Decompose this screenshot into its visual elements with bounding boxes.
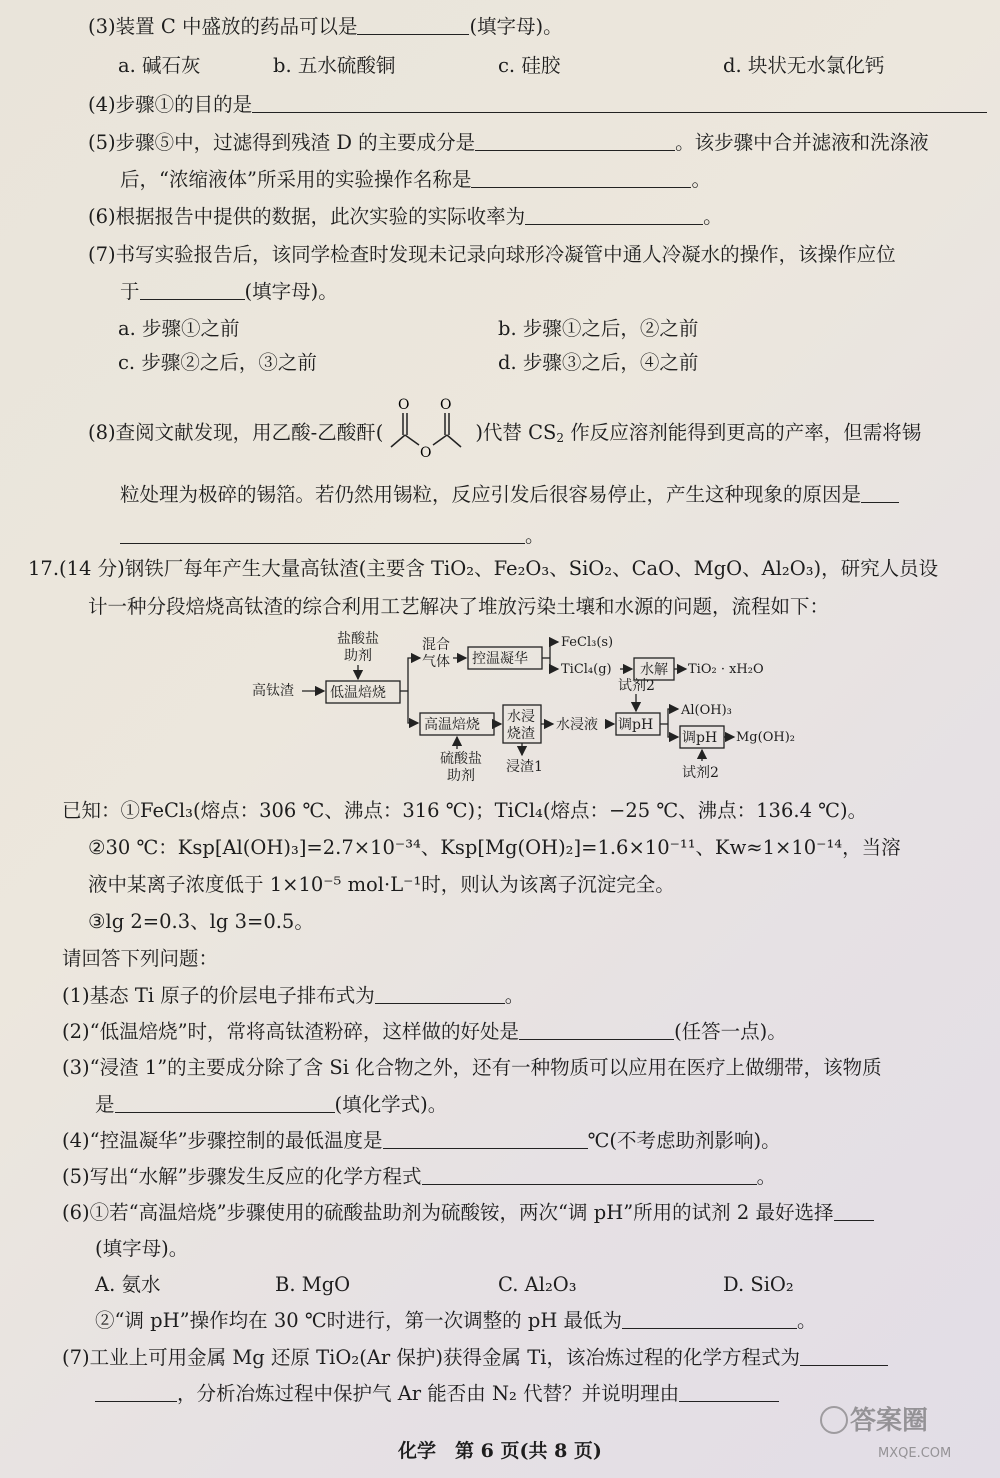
a6-line1 (62, 1200, 874, 1226)
option-a: a. 步骤①之前 (118, 317, 240, 340)
answer-blank[interactable] (422, 1164, 757, 1185)
instruction (62, 946, 218, 972)
answer-blank[interactable] (800, 1345, 888, 1366)
answer-blank[interactable] (120, 523, 525, 544)
q17-text: 17.(14 分)钢铁厂每年产生大量高钛渣(主要含 TiO₂、Fe₂O₃、SiO₂、CaO、MgO、Al₂O₃)，研究人员设 (28, 557, 939, 580)
flow-reagent2-b: 助剂 (447, 768, 475, 784)
flow-start: 高钛渣 (252, 683, 294, 699)
q3-stem (88, 14, 563, 40)
q5-text2: 后，“浓缩液体”所采用的实验操作名称是 (120, 168, 472, 191)
option-b: b. 五水硫酸铜 (273, 54, 396, 77)
option-D: D. SiO₂ (723, 1273, 794, 1296)
a7-text: (7)工业上可用金属 Mg 还原 TiO₂(Ar 保护)获得金属 Ti，该冶炼过程的化学方程式为 (62, 1346, 800, 1369)
option-d: d. 步骤③之后，④之前 (498, 351, 699, 374)
known-1-text: 已知：①FeCl₃(熔点：306 ℃、沸点：316 ℃)；TiCl₄(熔点：−25 ℃、沸点：136.4 ℃)。 (62, 799, 868, 822)
known-1 (62, 798, 867, 824)
q4-text: (4)步骤①的目的是 (88, 93, 253, 116)
flow-step-sublime: 控温凝华 (472, 651, 528, 667)
q5-line1 (88, 130, 929, 156)
q7-hint: (填字母)。 (244, 280, 338, 303)
q8-text-cont: )代替 CS (475, 421, 557, 444)
answer-blank[interactable] (861, 482, 899, 503)
flow-step-hydrolysis: 水解 (640, 662, 668, 678)
option-a: a. 碱石灰 (118, 54, 201, 77)
a6-sub2-end: 。 (797, 1309, 817, 1332)
flow-residue: 浸渣1 (506, 759, 543, 775)
q4-stem (88, 92, 987, 118)
a3-line1 (62, 1055, 882, 1081)
q7-text: (7)书写实验报告后，该同学检查时发现未记录向球形冷凝管中通人冷凝水的操作，该操作应位 (88, 243, 896, 266)
instruction-text: 请回答下列问题： (62, 947, 219, 970)
flow-reagent-top: 试剂2 (618, 678, 655, 694)
q6-end: 。 (703, 205, 723, 228)
q3-options (118, 53, 958, 79)
q8-end: 。 (525, 524, 545, 547)
known-2b (88, 872, 675, 898)
q6-stem (88, 204, 723, 230)
flow-reagent2: 硫酸盐 (440, 751, 482, 767)
q5-text: (5)步骤⑤中，过滤得到残渣 D 的主要成分是 (88, 131, 476, 154)
q8-text: (8)查阅文献发现，用乙酸-乙酸酐( (88, 421, 384, 444)
a3-text: (3)“浸渣 1”的主要成分除了含 Si 化合物之外，还有一种物质可以应用在医疗上做绷带，该物质 (62, 1056, 882, 1079)
a2-text: (2)“低温焙烧”时，常将高钛渣粉碎，这样做的好处是 (62, 1020, 520, 1043)
a3-hint: (填化学式)。 (334, 1093, 448, 1116)
a1-end: 。 (504, 984, 525, 1007)
q5-text-cont: 。该步骤中合并滤液和洗涤液 (675, 131, 929, 154)
svg-text:O: O (398, 397, 410, 413)
q8-line1 (88, 397, 922, 459)
q5-end: 。 (691, 168, 711, 191)
a4 (62, 1128, 781, 1154)
q7-text2: 于 (120, 280, 140, 303)
a6-sub2-text: ②“调 pH”操作均在 30 ℃时进行，第一次调整的 pH 最低为 (95, 1309, 623, 1332)
known-3 (88, 909, 314, 935)
a2-hint: (任答一点)。 (674, 1020, 787, 1043)
process-flow-diagram (250, 625, 810, 785)
answer-blank[interactable] (679, 1381, 779, 1402)
flow-step-ph1: 调pH (618, 717, 654, 733)
a7-line1 (62, 1345, 888, 1371)
option-c: c. 硅胶 (498, 54, 561, 77)
known-3-text: ③lg 2=0.3、lg 3=0.5。 (88, 910, 314, 933)
q8-sub: 2 (556, 431, 565, 445)
flow-mgoh2: Mg(OH)₂ (736, 730, 795, 745)
flow-reagent-bottom: 试剂2 (682, 765, 719, 781)
flow-ticl4: TiCl₄(g) (561, 662, 612, 677)
q17-text2: 计一种分段焙烧高钛渣的综合利用工艺解决了堆放污染土壤和水源的问题，流程如下： (88, 595, 830, 618)
option-c: c. 步骤②之后，③之前 (118, 351, 317, 374)
answer-blank[interactable] (834, 1200, 874, 1221)
flow-reagent1: 盐酸盐 (337, 631, 379, 647)
option-B: B. MgO (275, 1273, 351, 1296)
a5-end: 。 (756, 1165, 777, 1188)
q17-line2 (88, 594, 829, 620)
a4-hint: ℃(不考虑助剂影响)。 (587, 1129, 781, 1152)
flow-gas-b: 气体 (422, 654, 450, 670)
watermark (820, 1400, 985, 1470)
flow-gas: 混合 (422, 637, 450, 653)
answer-blank[interactable] (357, 14, 469, 35)
svg-text:O: O (420, 445, 432, 459)
option-C: C. Al₂O₃ (498, 1273, 577, 1296)
option-A: A. 氨水 (95, 1273, 161, 1296)
q7-options-row2 (118, 350, 958, 376)
answer-blank[interactable] (375, 983, 505, 1004)
a6-sub2 (95, 1308, 817, 1334)
a5-text: (5)写出“水解”步骤发生反应的化学方程式 (62, 1165, 422, 1188)
q7-line2 (120, 279, 338, 305)
answer-blank[interactable] (95, 1381, 177, 1402)
flow-fecl3: FeCl₃(s) (561, 635, 614, 650)
q8-text-cont2: 作反应溶剂能得到更高的产率，但需将锡 (564, 421, 922, 444)
a3-text2: 是 (95, 1093, 115, 1116)
watermark-logo-icon (820, 1406, 848, 1434)
answer-blank[interactable] (622, 1308, 797, 1329)
a7-text2: ，分析冶炼过程中保护气 Ar 能否由 N₂ 代替？并说明理由 (177, 1382, 680, 1405)
flow-step-low: 低温焙烧 (330, 685, 386, 701)
a1-text: (1)基态 Ti 原子的价层电子排布式为 (62, 984, 375, 1007)
q17-line1 (28, 556, 938, 582)
a3-line2 (95, 1092, 447, 1118)
q8-text2: 粒处理为极碎的锡箔。若仍然用锡粒，反应引发后很容易停止，产生这种现象的原因是 (120, 483, 862, 506)
answer-blank[interactable] (471, 167, 691, 188)
a2 (62, 1019, 787, 1045)
watermark-line2: MXQE.COM (878, 1446, 952, 1461)
a7-line2 (95, 1381, 779, 1407)
svg-text:O: O (440, 397, 452, 413)
a6-options (95, 1272, 935, 1298)
a6-hint: (填字母)。 (95, 1237, 189, 1260)
answer-blank[interactable] (383, 1128, 588, 1149)
watermark-line1: 答案圈 (850, 1406, 929, 1436)
known-2 (88, 835, 901, 861)
a1 (62, 983, 524, 1009)
q8-line2 (120, 482, 899, 508)
flow-reagent1-b: 助剂 (344, 648, 372, 664)
flow-aloh3: Al(OH)₃ (681, 703, 732, 718)
flow-leachate: 水浸液 (556, 717, 598, 733)
q7-line1 (88, 242, 896, 268)
a6-line2 (95, 1236, 188, 1262)
flow-step-leach: 水浸 (507, 709, 535, 725)
a4-text: (4)“控温凝华”步骤控制的最低温度是 (62, 1129, 383, 1152)
flow-step-high: 高温焙烧 (424, 717, 480, 733)
q5-line2 (120, 167, 711, 193)
a6-text: (6)①若“高温焙烧”步骤使用的硫酸盐助剂为硫酸铵，两次“调 pH”所用的试剂 2 最好选择 (62, 1201, 834, 1224)
q8-line3 (120, 523, 545, 549)
q7-options-row1 (118, 316, 958, 342)
q3-text: (3)装置 C 中盛放的药品可以是 (88, 15, 358, 38)
flow-tio2: TiO₂ · xH₂O (688, 662, 764, 677)
flow-step-ph2: 调pH (682, 730, 718, 746)
q3-hint: (填字母)。 (469, 15, 563, 38)
page-footer: 化学 第 6 页(共 8 页) (398, 1440, 602, 1462)
a5 (62, 1164, 776, 1190)
answer-blank[interactable] (115, 1092, 335, 1113)
option-d: d. 块状无水氯化钙 (723, 54, 885, 77)
acetic-anhydride-structure-icon (383, 389, 475, 459)
answer-blank[interactable] (525, 204, 703, 225)
answer-blank[interactable] (252, 92, 987, 113)
answer-blank[interactable] (475, 130, 675, 151)
known-2-text-b: 液中某离子浓度低于 1×10⁻⁵ mol·L⁻¹时，则认为该离子沉淀完全。 (88, 873, 675, 896)
flow-step-leach-b: 烧渣 (507, 726, 535, 742)
option-b: b. 步骤①之后，②之前 (498, 317, 699, 340)
answer-blank[interactable] (519, 1019, 674, 1040)
known-2-text: ②30 ℃：Ksp[Al(OH)₃]=2.7×10⁻³⁴、Ksp[Mg(OH)₂]=1.6×10⁻¹¹、Kw≈1×10⁻¹⁴，当溶 (88, 836, 901, 859)
q6-text: (6)根据报告中提供的数据，此次实验的实际收率为 (88, 205, 526, 228)
answer-blank[interactable] (140, 279, 245, 300)
